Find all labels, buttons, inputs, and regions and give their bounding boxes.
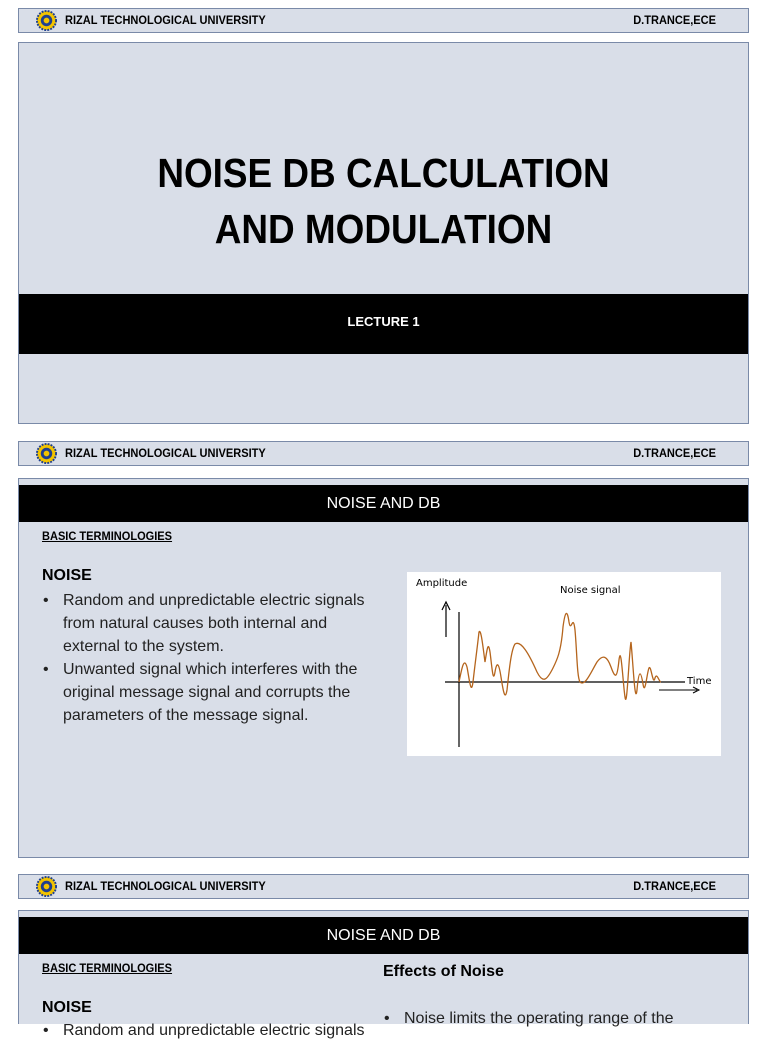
lecture-band xyxy=(19,294,748,354)
figure-xlabel: Time xyxy=(687,676,712,687)
effects-slide xyxy=(18,910,749,1039)
university-logo-icon xyxy=(36,876,57,897)
bullet-item: • Random and unpredictable electric signals xyxy=(42,1019,382,1042)
university-logo-icon xyxy=(36,10,57,31)
section-title-bar xyxy=(19,917,748,954)
subheading: BASIC TERMINOLOGIES xyxy=(42,529,173,543)
author-label: D.TRANCE,ECE xyxy=(633,879,716,893)
bullet-list xyxy=(42,589,372,727)
author-label: D.TRANCE,ECE xyxy=(633,13,716,27)
university-logo-icon xyxy=(36,443,57,464)
noise-waveform xyxy=(459,613,661,699)
section-title-bar xyxy=(19,485,748,522)
section-title: NOISE AND DB xyxy=(326,927,441,944)
slide-header xyxy=(18,874,749,899)
bullet-item: • Unwanted signal which interferes with the original message signal and corrupts the parameters of the message signal. xyxy=(42,658,372,727)
title-slide xyxy=(18,42,749,424)
topic-heading: NOISE xyxy=(42,999,92,1016)
university-name: RIZAL TECHNOLOGICAL UNIVERSITY xyxy=(65,879,266,893)
noise-signal-graph xyxy=(407,572,721,756)
figure-title: Noise signal xyxy=(560,585,621,596)
slide-header xyxy=(18,441,749,466)
bullet-item: • Noise limits the operating range of the xyxy=(383,1007,743,1030)
author-label: D.TRANCE,ECE xyxy=(633,446,716,460)
topic-heading: NOISE xyxy=(42,567,92,584)
noise-slide xyxy=(18,478,749,858)
noise-signal-figure xyxy=(407,572,721,756)
slide-title xyxy=(55,145,711,257)
title-line-2: AND MODULATION xyxy=(214,206,553,252)
figure-ylabel: Amplitude xyxy=(416,578,468,589)
slide-header xyxy=(18,8,749,33)
effects-heading: Effects of Noise xyxy=(383,963,504,980)
bullet-item: • Random and unpredictable electric signals from natural causes both internal and external to the system. xyxy=(42,589,372,658)
bullet-list xyxy=(42,1019,382,1042)
title-line-1: NOISE DB CALCULATION xyxy=(157,150,610,196)
university-name: RIZAL TECHNOLOGICAL UNIVERSITY xyxy=(65,446,266,460)
effects-bullet-list xyxy=(383,1007,743,1030)
lecture-label: LECTURE 1 xyxy=(347,314,420,329)
subheading: BASIC TERMINOLOGIES xyxy=(42,961,173,975)
section-title: NOISE AND DB xyxy=(326,495,441,512)
university-name: RIZAL TECHNOLOGICAL UNIVERSITY xyxy=(65,13,266,27)
